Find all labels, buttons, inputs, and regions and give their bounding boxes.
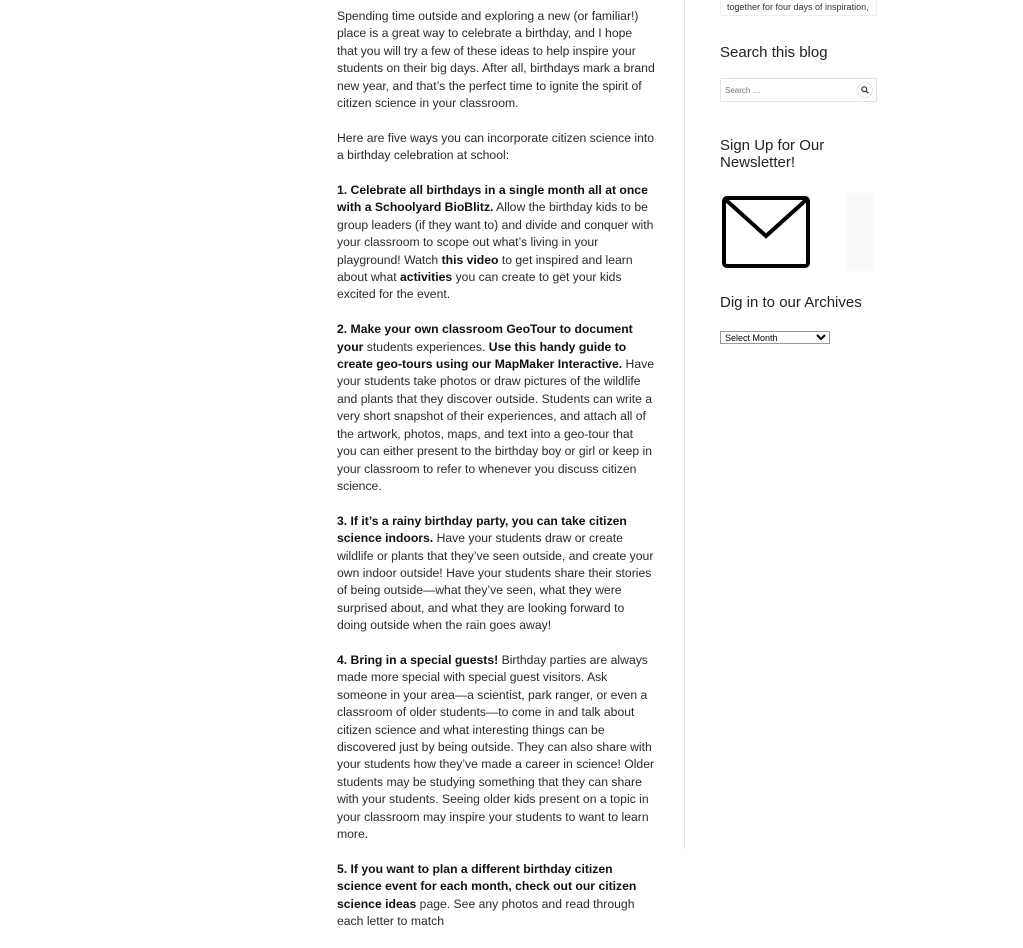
article-paragraph [337, 130, 655, 165]
article-text: students experiences. [363, 339, 489, 354]
article-text: 1. Celebrate all birthdays in a single month all at once with a Schoolyard BioBlitz. [337, 183, 648, 215]
article-paragraph [337, 513, 655, 635]
article-paragraph [337, 8, 655, 112]
article-text: 3. If it’s a rainy birthday party, you can take citizen science indoors. [337, 513, 627, 546]
article-paragraph [337, 321, 655, 495]
article-text: Birthday parties are always made more special with special guest visitors. Ask someone in your area—a scientist, park ranger, or even a classroom of older students—to come in and talk about citizen science and what interesting things can be discovered just by being outside. They can also share with your students how they’ve made a career in science! Older students may be studying something that they can share with your students. Seeing older kids present on a topic in your classroom may inspire your students to want to learn more. [337, 652, 655, 842]
article-text: 5. If you want to plan a different birthday citizen science event for each month, check out our [337, 861, 613, 894]
article-text: Allow the birthday kids to be group leaders (if they want to) and divide and conquer with your classroom to scope out what’s living in your playground! Watch [337, 200, 654, 267]
article-text: you can create to get your kids excited for the event. [337, 270, 622, 302]
newsletter-image-placeholder [847, 193, 875, 271]
promo-text: together for four days of inspiration, [727, 2, 869, 12]
article-link[interactable]: activities [400, 270, 453, 285]
sidebar [720, 0, 877, 346]
article-text: Have your students draw or create wildlife or plants that they’ve seen outside, and create your own indoor outside! Have your students share their stories of being outside—what they’ve seen, what they were surprised about, and what they are looking forward to doing outside when the rain goes away! [337, 531, 654, 633]
search-widget-title: Search this blog [720, 44, 828, 61]
article-text: page. See any photos and read through each letter to match [337, 896, 635, 929]
article-link[interactable]: citizen science ideas [337, 879, 637, 911]
newsletter-widget-title: Sign Up for Our Newsletter! [720, 137, 825, 171]
article-paragraph [337, 182, 655, 304]
envelope-icon[interactable] [722, 196, 810, 268]
article-text: 2. Make your own classroom GeoTour to document your [337, 322, 633, 354]
search-input[interactable] [725, 86, 857, 95]
article-link[interactable]: Use this handy guide to create geo-tours using our MapMaker Interactive. [337, 339, 627, 372]
column-divider [684, 0, 685, 849]
search-button[interactable] [857, 82, 873, 98]
search-icon [861, 86, 869, 94]
archives-month-select[interactable] [720, 331, 830, 344]
article-text: 4. Bring in a special guests! [337, 652, 499, 667]
article-text: to get inspired and learn about what [337, 252, 633, 285]
archives-widget-title: Dig in to our Archives [720, 294, 862, 311]
article-body [337, 8, 655, 948]
article-paragraph [337, 652, 655, 843]
search-form [720, 78, 877, 102]
article-link[interactable]: this video [441, 252, 499, 267]
article-text: Here are five ways you can incorporate citizen science into a birthday celebration at school: [337, 130, 655, 163]
article-text: Spending time outside and exploring a new (or familiar!) place is a great way to celebrate a birthday, and I hope that you will try a few of these ideas to help inspire your students on their big days. After all, birthdays mark a brand new year, and that’s the perfect time to ignite the spirit of citizen science in your classroom. [337, 9, 655, 111]
promo-widget[interactable] [720, 0, 877, 16]
article-text: Have your students take photos or draw pictures of the wildlife and plants that they discover outside. Students can write a very short snapshot of their experiences, and attach all of the artwork, photos, maps, and text into a geo-tour that you can either present to the birthday boy or girl or keep in your classroom to refer to whenever you discuss citizen science. [337, 357, 654, 493]
article-paragraph [337, 861, 655, 931]
